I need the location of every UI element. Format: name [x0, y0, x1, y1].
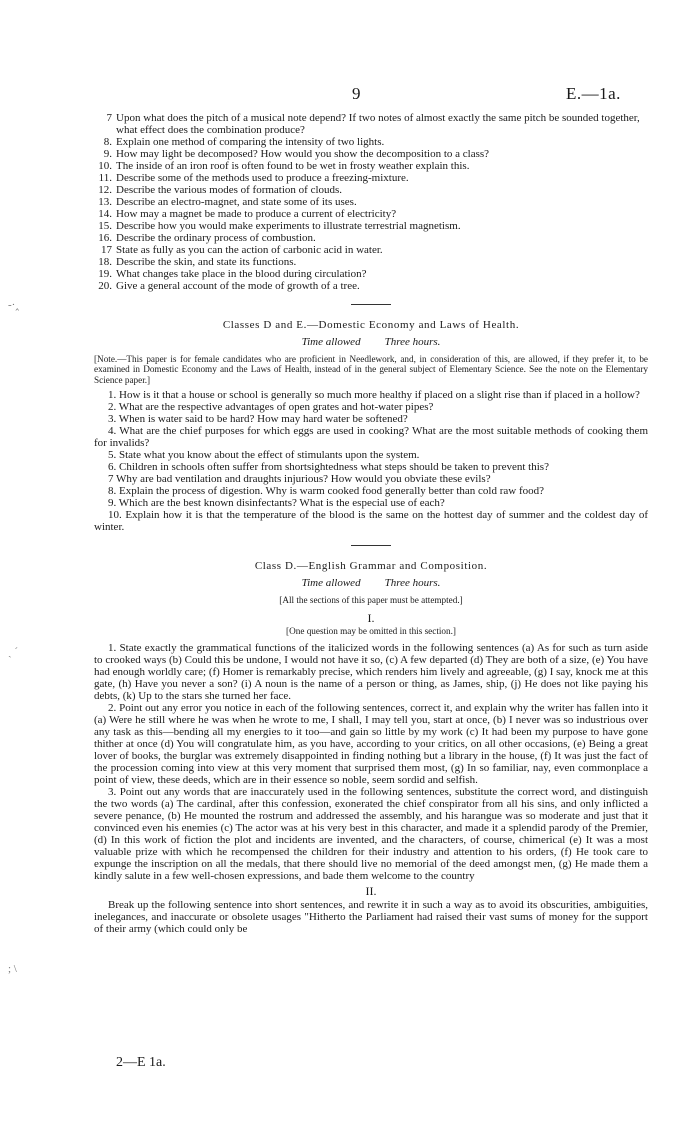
part-numeral: II.	[365, 884, 377, 899]
question-item: 1. State exactly the grammatical functions of the italicized words in the following sentences (a) As for such as turn aside to crooked ways (b) Could this be undone, I would not have it so, (c) A few departed (d) They are both of a size, (e) You have had enough worldly care; (f) Homer is remarkably precise, which renders him lively and agreeable, (g) I say, knock me at this gate, (h) Have you never a son? (i) A noun is the name of a person or thing, as James, ship, (j) He does not like paying his debts, (k) Up to the stars she turned her face.	[94, 642, 648, 703]
question-item: 3. Point out any words that are inaccurately used in the following sentences, substitute the correct word, and distinguish the two words (a) The cardinal, after this confession, exonerated the chief conspirator from all his sins, and only inflicted a severe penance, (b) He mounted the rostrum and addressed the assembly, and his harangue was so moderate and just that it convinced even his enemies (c) The actor was at his very best in this character, and made it a splendid parody of the Premier, (d) In this work of fiction the plot and incidents are invented, and the characters, of course, chimerical (e) It was a most valuable prize with which he recompensed the children for their industry and attention to his orders, (f) He took care to expunge the inscription on all the medals, that there should live no memorial of the deed amongst men, (g) He made them a kindly salute in a few well-chosen expressions, and bade them welcome to the country	[94, 786, 648, 883]
question-item: 7 Upon what does the pitch of a musical note depend? If two notes of almost exactly the same pitch be sounded together, what effect does the combination produce?	[106, 112, 640, 136]
question-item: 3. When is water said to be hard? How may hard water be softened?	[108, 413, 408, 426]
question-item: 13. Describe an electro-magnet, and state some of its uses.	[98, 196, 357, 208]
margin-mark: ˎ ´	[8, 646, 19, 658]
page-content	[94, 112, 648, 935]
question-item: 6. Children in schools often suffer from shortsightedness what steps should be taken to prevent this?	[108, 461, 549, 474]
section-title: Class D.—English Grammar and Composition.	[254, 560, 488, 573]
question-item: 10. Explain how it is that the temperature of the blood is the same on the hottest day of summer and the coldest day of winter.	[94, 509, 648, 534]
footer-signature: 2—E 1a.	[116, 1055, 166, 1070]
time-allowed: Time allowed Three hours.	[301, 577, 441, 590]
question-item: 12. Describe the various modes of formation of clouds.	[98, 184, 343, 196]
page-number: 9	[352, 84, 361, 103]
question-item: 10. The inside of an iron roof is often found to be wet in frosty weather explain this.	[98, 160, 470, 172]
question-item: 11. Describe some of the methods used to produce a freezing-mixture.	[98, 172, 409, 184]
part-numeral: I.	[367, 611, 375, 626]
question-item: 1. How is it that a house or school is generally so much more healthy if placed on a slight rise than if placed in a hollow?	[108, 389, 640, 402]
question-item: 4. What are the chief purposes for which eggs are used in cooking? What are the most suitable methods of cooking them for invalids?	[94, 425, 648, 450]
question-item: 8. Explain the process of digestion. Why is warm cooked food generally better than cold raw food?	[108, 485, 545, 498]
question-item: 2. What are the respective advantages of open grates and hot-water pipes?	[108, 401, 434, 414]
question-item: 9. Which are the best known disinfectants? What is the especial use of each?	[108, 497, 445, 510]
question-item: 20. Give a general account of the mode of growth of a tree.	[98, 280, 360, 292]
section-note: [Note.—This paper is for female candidates who are proficient in Needlework, and, in consideration of this, are allowed, if they prefer it, to be examined in Domestic Economy and the Laws of Health, instead of in the general subject of Elementary Science. See the note on the Elementary Science paper.]	[94, 354, 648, 385]
section-english-grammar	[94, 560, 648, 935]
question-item: 2. Point out any error you notice in each of the following sentences, correct it, and explain why the writer has fallen into it (a) Were he still where he was when he wrote to me, I shall, I may tell you, start at once, (b) I never was so industrious over any task as this—bending all my energies to it too—and gain so little by my work (c) It had been my purpose to have gone thither at once (d) You will congratulate him, as you have, according to your critics, on all other occasions, (e) Being a great lover of books, the burglar was extremely disappointed in finding nothing but a library in the house, (f) It was just the fact of the procession coming into view at this very moment that surprised them most, (g) In so familiar, nay, even commonplace a point of view, these deeds, which are in their essence so noble, seem sordid and selfish.	[94, 702, 648, 787]
section-note: [All the sections of this paper must be attempted.]	[279, 595, 463, 606]
question-item: 5. State what you know about the effect of stimulants upon the system.	[108, 449, 420, 462]
question-item: 17 State as fully as you can the action of carbonic acid in water.	[101, 244, 383, 256]
science-questions	[94, 112, 648, 292]
question-item: 19. What changes take place in the blood during circulation?	[98, 268, 367, 280]
section-domestic-economy	[94, 319, 648, 533]
section-divider	[351, 545, 391, 546]
margin-mark: ; \	[8, 963, 17, 975]
question-item: 8. Explain one method of comparing the intensity of two lights.	[103, 136, 385, 148]
question-item: 7 Why are bad ventilation and draughts injurious? How would you obviate these evils?	[108, 473, 491, 486]
question-item: 18. Describe the skin, and state its functions.	[98, 256, 297, 268]
margin-mark: -·‸	[8, 299, 20, 311]
section-divider	[351, 304, 391, 305]
composition-exercise: Break up the following sentence into short sentences, and rewrite it in such a way as to avoid its obscurities, ambiguities, inelegances, and inaccurate or obsolete usages "Hitherto the Parliament had raised their vast sums of money for the support of their army (which could only be	[94, 899, 648, 936]
question-item: 15. Describe how you would make experiments to illustrate terrestrial magnetism.	[98, 220, 461, 232]
time-allowed: Time allowed Three hours.	[301, 336, 441, 348]
section-title: Classes D and E.—Domestic Economy and Laws of Health.	[222, 319, 520, 331]
part-note: [One question may be omitted in this section.]	[286, 626, 456, 637]
question-item: 16. Describe the ordinary process of combustion.	[98, 232, 316, 244]
question-item: 14. How may a magnet be made to produce a current of electricity?	[98, 208, 397, 220]
question-item: 9. How may light be decomposed? How would you show the decomposition to a class?	[103, 148, 490, 160]
page-code: E.—1a.	[566, 84, 621, 103]
